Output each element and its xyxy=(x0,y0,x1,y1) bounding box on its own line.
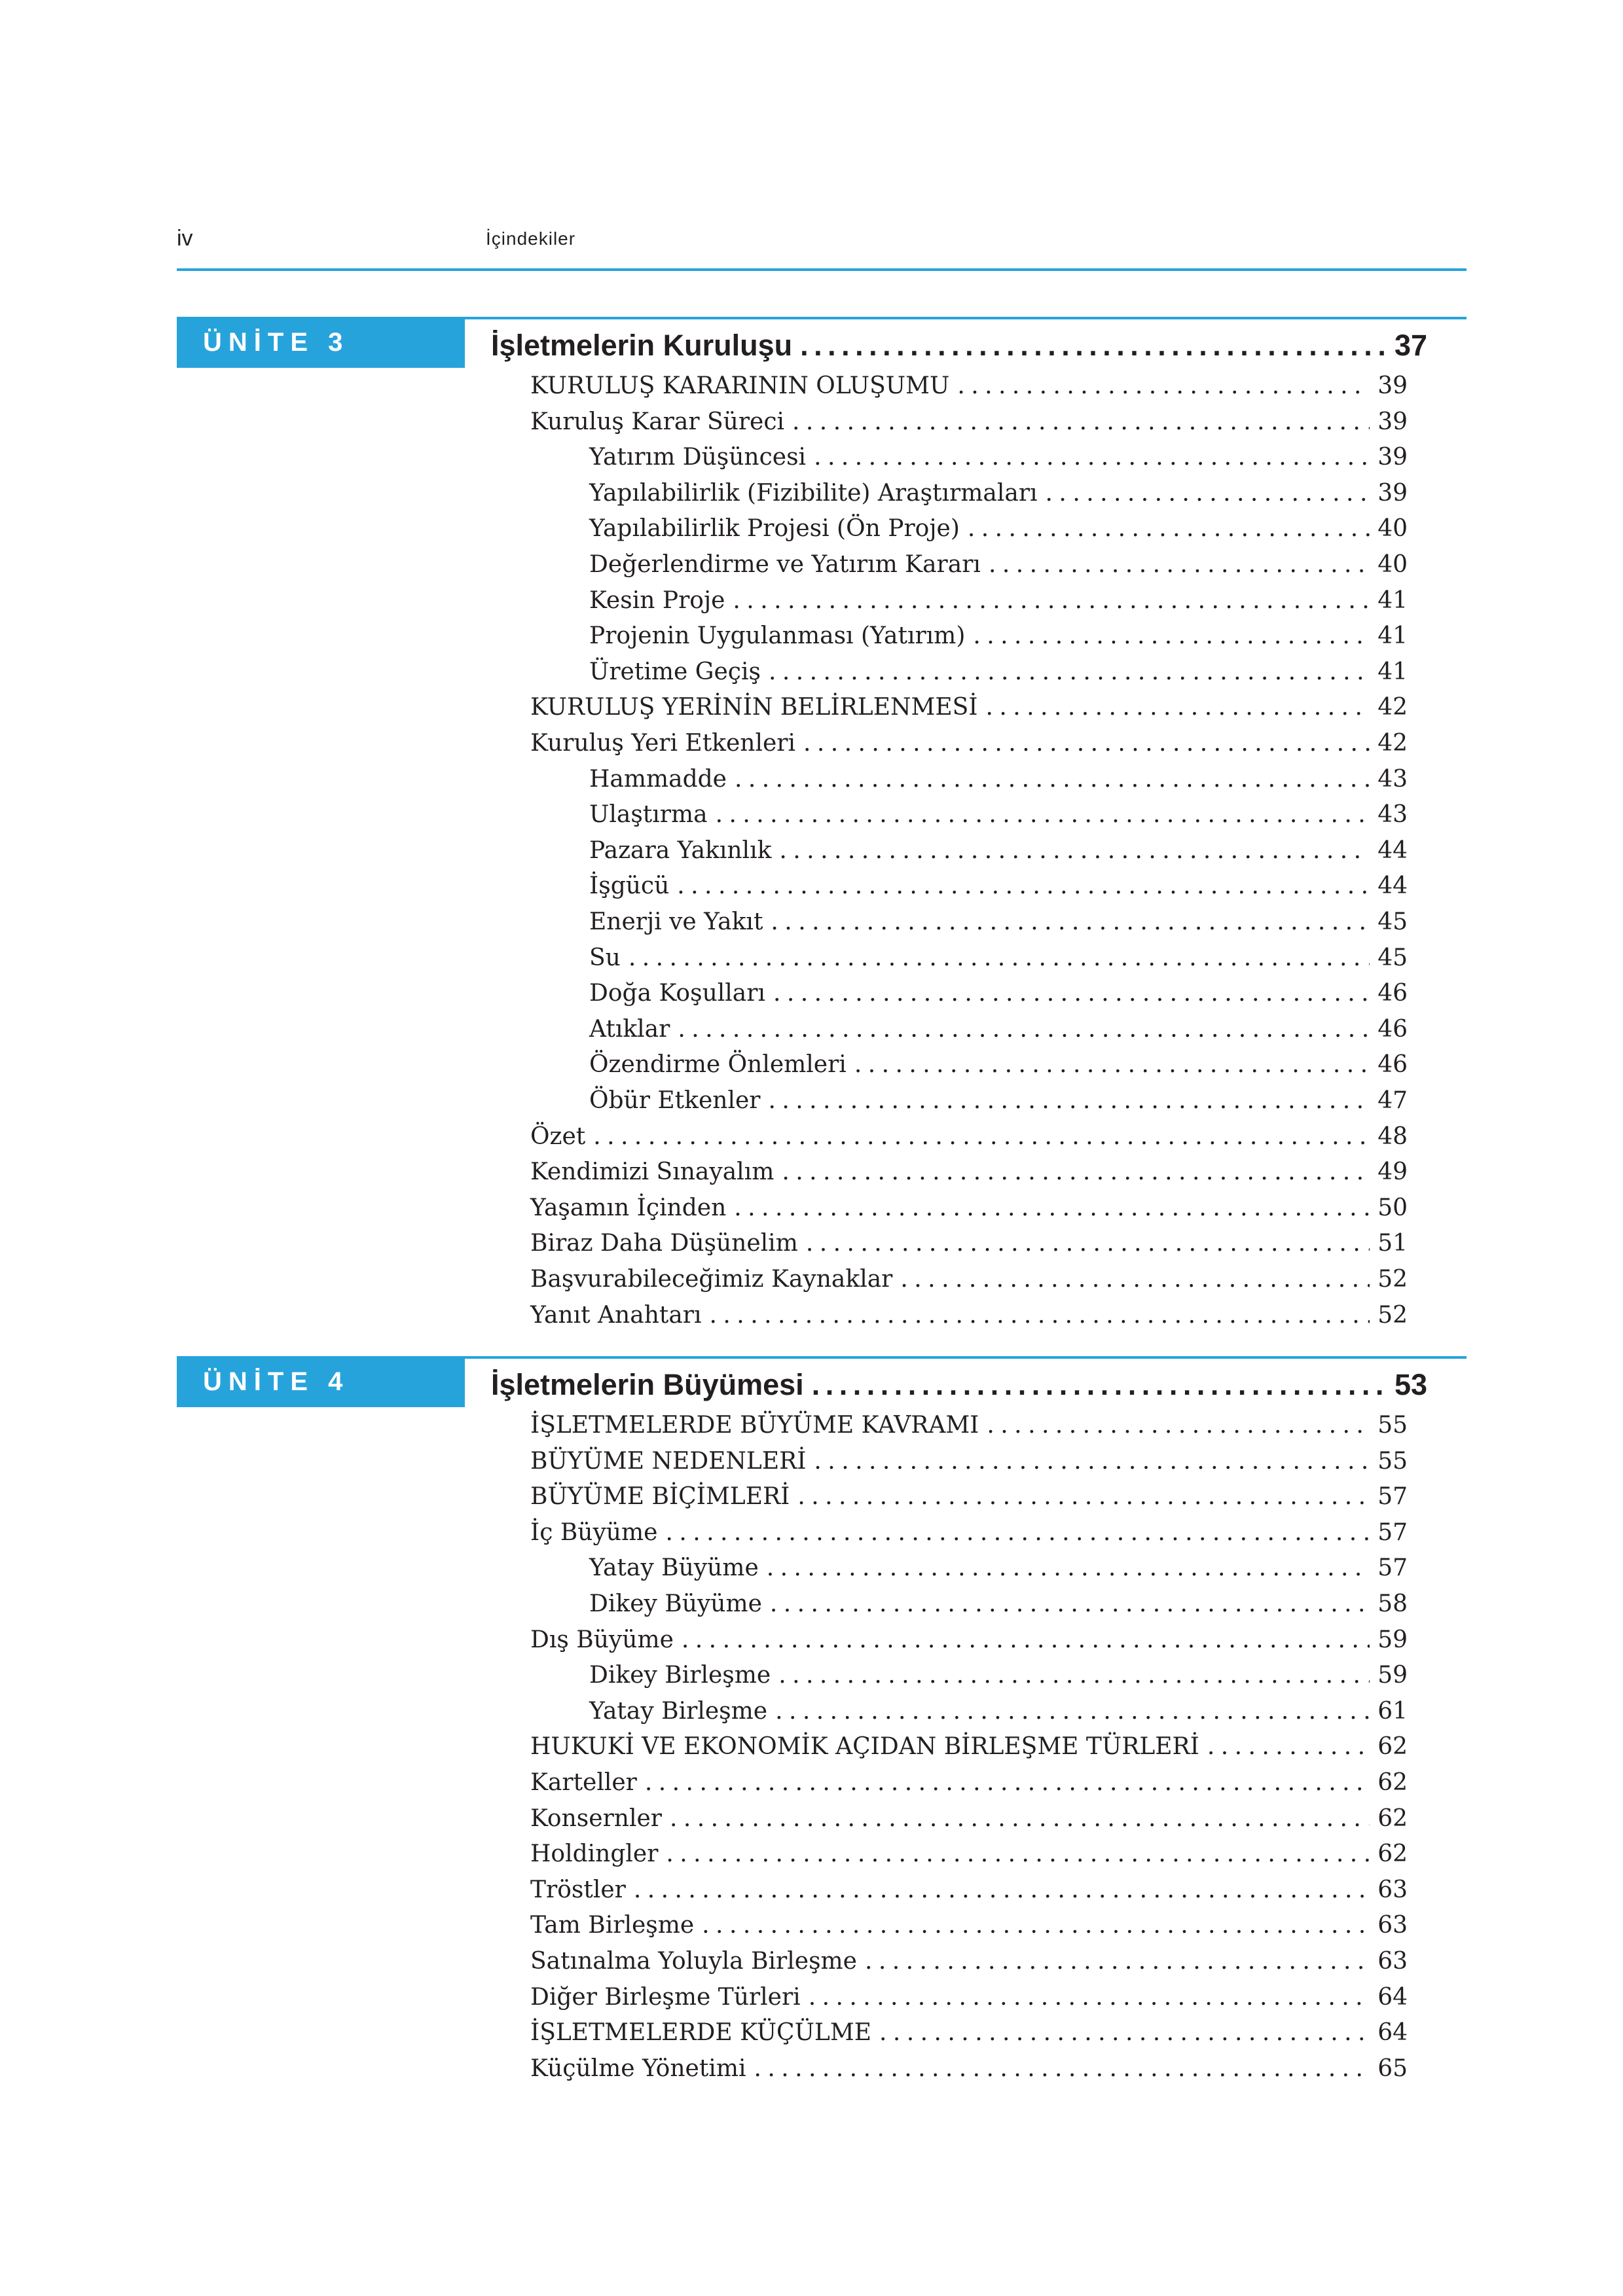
dot-leader xyxy=(629,940,1370,976)
dot-leader xyxy=(678,1011,1370,1047)
dot-leader xyxy=(800,329,1387,363)
toc-entry-title: Enerji ve Yakıt xyxy=(589,908,763,935)
dot-leader xyxy=(987,1407,1370,1443)
toc-entry-title: Doğa Koşulları xyxy=(589,980,765,1007)
toc-entry-title: Holdingler xyxy=(530,1840,659,1868)
toc-entry[interactable] xyxy=(530,1225,1408,1261)
page-number: iv xyxy=(177,226,193,251)
dot-leader xyxy=(767,1550,1370,1586)
toc-entry-page: 61 xyxy=(1377,1697,1408,1725)
dot-leader xyxy=(682,1622,1370,1658)
running-head-title: İçindekiler xyxy=(486,228,576,249)
toc-entry-page: 47 xyxy=(1377,1087,1408,1114)
header-divider xyxy=(177,268,1467,271)
toc-entry-page: 41 xyxy=(1377,586,1408,614)
dot-leader xyxy=(773,975,1370,1011)
dot-leader xyxy=(814,1443,1370,1479)
dot-leader xyxy=(792,404,1370,440)
toc-entry-page: 39 xyxy=(1377,372,1408,399)
toc-entry-title: Üretime Geçiş xyxy=(589,658,761,685)
dot-leader xyxy=(989,547,1370,583)
toc-entry[interactable] xyxy=(530,1515,1408,1551)
toc-entry[interactable] xyxy=(589,439,1408,475)
toc-entry[interactable] xyxy=(530,1407,1408,1443)
dot-leader xyxy=(634,1872,1370,1908)
toc-entry-page: 41 xyxy=(1377,622,1408,650)
toc-entry[interactable] xyxy=(589,833,1408,869)
toc-entry-title: Yanıt Anahtarı xyxy=(530,1301,702,1329)
toc-entry-page: 65 xyxy=(1377,2054,1408,2082)
toc-entry-title: Satınalma Yoluyla Birleşme xyxy=(530,1948,857,1975)
toc-entry-title: Başvurabileceğimiz Kaynaklar xyxy=(530,1266,893,1293)
toc-entry[interactable] xyxy=(530,1872,1408,1908)
dot-leader xyxy=(779,833,1370,869)
toc-entry[interactable] xyxy=(589,868,1408,904)
dot-leader xyxy=(1046,475,1370,511)
toc-entry-page: 49 xyxy=(1377,1158,1408,1186)
toc-entry-title: Dış Büyüme xyxy=(530,1626,674,1653)
toc-entry-title: Yatay Birleşme xyxy=(589,1697,768,1725)
toc-entry-title: HUKUKİ VE EKONOMİK AÇIDAN BİRLEŞME TÜRLERİ xyxy=(530,1733,1199,1761)
toc-entry-title: Dikey Büyüme xyxy=(589,1590,762,1617)
dot-leader xyxy=(865,1943,1370,1979)
toc-entry-title: Kuruluş Karar Süreci xyxy=(530,408,785,435)
toc-entry-title: Pazara Yakınlık xyxy=(589,836,772,864)
toc-entry[interactable] xyxy=(530,1622,1408,1658)
dot-leader xyxy=(806,1225,1370,1261)
toc-entry-page: 64 xyxy=(1377,1983,1408,2011)
toc-entry[interactable] xyxy=(589,1657,1408,1693)
dot-leader xyxy=(771,904,1370,940)
toc-entry-page: 62 xyxy=(1377,1733,1408,1761)
toc-entry-title: Tam Birleşme xyxy=(530,1912,695,1939)
unit-badge: ÜNİTE 3 xyxy=(177,317,465,368)
toc-entry[interactable] xyxy=(530,1729,1408,1765)
toc-entry-page: 44 xyxy=(1377,872,1408,900)
dot-leader xyxy=(593,1119,1370,1155)
toc-entry-title: Konsernler xyxy=(530,1804,662,1832)
toc-entry[interactable] xyxy=(589,475,1408,511)
dot-leader xyxy=(814,439,1370,475)
toc-entry[interactable] xyxy=(530,1907,1408,1943)
toc-entry[interactable] xyxy=(589,583,1408,619)
toc-entry[interactable] xyxy=(530,1190,1408,1226)
toc-entry-title: İŞLETMELERDE BÜYÜME KAVRAMI xyxy=(530,1412,979,1439)
toc-entry-title: Küçülme Yönetimi xyxy=(530,2054,746,2082)
unit-title: İşletmelerin Kuruluşu xyxy=(491,329,793,362)
toc-entry-title: Ulaştırma xyxy=(589,801,708,829)
dot-leader xyxy=(775,1693,1370,1729)
dot-leader xyxy=(770,1586,1370,1622)
toc-entry-page: 57 xyxy=(1377,1518,1408,1546)
dot-leader xyxy=(710,1297,1370,1333)
toc-entry-title: Hammadde xyxy=(589,765,727,793)
toc-entry-title: İşgücü xyxy=(589,872,670,900)
dot-leader xyxy=(879,2015,1370,2051)
toc-entry-title: Su xyxy=(589,944,621,971)
unit-badge: ÜNİTE 4 xyxy=(177,1356,465,1407)
toc-entry[interactable] xyxy=(589,618,1408,654)
dot-leader xyxy=(670,1801,1370,1837)
toc-entry-page: 59 xyxy=(1377,1626,1408,1653)
toc-entry[interactable] xyxy=(589,797,1408,833)
toc-entry[interactable] xyxy=(530,1979,1408,2015)
toc-entry-title: İç Büyüme xyxy=(530,1518,658,1546)
dot-leader xyxy=(778,1657,1370,1693)
toc-entry-page: 41 xyxy=(1377,658,1408,685)
toc-entry-title: KURULUŞ YERİNİN BELİRLENMESİ xyxy=(530,694,978,721)
toc-entry-page: 46 xyxy=(1377,980,1408,1007)
dot-leader xyxy=(803,725,1370,761)
toc-entry-title: Karteller xyxy=(530,1769,637,1796)
toc-entry-title: Dikey Birleşme xyxy=(589,1662,771,1689)
toc-entry-page: 57 xyxy=(1377,1554,1408,1582)
toc-entry-page: 51 xyxy=(1377,1230,1408,1257)
toc-entry[interactable] xyxy=(589,511,1408,547)
toc-entry[interactable] xyxy=(530,1119,1408,1155)
toc-entry-page: 52 xyxy=(1377,1301,1408,1329)
toc-entry[interactable] xyxy=(530,1154,1408,1190)
toc-entry-page: 55 xyxy=(1377,1412,1408,1439)
toc-entry-title: Kesin Proje xyxy=(589,586,725,614)
toc-entry-title: Değerlendirme ve Yatırım Kararı xyxy=(589,551,981,578)
dot-leader xyxy=(809,1979,1370,2015)
toc-entry-page: 45 xyxy=(1377,908,1408,935)
toc-entry[interactable] xyxy=(530,725,1408,761)
unit-title: İşletmelerin Büyümesi xyxy=(491,1368,804,1401)
dot-leader xyxy=(782,1154,1370,1190)
toc-entry-title: Atıklar xyxy=(589,1015,670,1043)
toc-entry[interactable] xyxy=(530,1836,1408,1872)
toc-entry-title: İŞLETMELERDE KÜÇÜLME xyxy=(530,2019,871,2047)
dot-leader xyxy=(769,654,1370,690)
toc-entry-page: 55 xyxy=(1377,1447,1408,1475)
toc-entry-page: 39 xyxy=(1377,408,1408,435)
toc-entry-title: Yatırım Düşüncesi xyxy=(589,444,807,471)
toc-entry[interactable] xyxy=(530,1943,1408,1979)
toc-entry[interactable] xyxy=(530,2051,1408,2087)
dot-leader xyxy=(702,1907,1370,1943)
toc-entry-page: 62 xyxy=(1377,1804,1408,1832)
toc-entry[interactable] xyxy=(589,547,1408,583)
toc-entry-page: 63 xyxy=(1377,1876,1408,1903)
dot-leader xyxy=(735,761,1370,797)
unit-page-number: 37 xyxy=(1394,329,1427,362)
toc-entry-page: 40 xyxy=(1377,551,1408,578)
toc-entry-title: Projenin Uygulanması (Yatırım) xyxy=(589,622,966,650)
dot-leader xyxy=(734,1190,1370,1226)
dot-leader xyxy=(986,689,1370,725)
toc-entry-page: 59 xyxy=(1377,1662,1408,1689)
dot-leader xyxy=(768,1083,1370,1119)
toc-entry-page: 50 xyxy=(1377,1194,1408,1221)
toc-entry[interactable] xyxy=(530,368,1408,404)
toc-entry-title: KURULUŞ KARARININ OLUŞUMU xyxy=(530,372,950,399)
toc-entry-page: 43 xyxy=(1377,801,1408,829)
dot-leader xyxy=(733,583,1370,619)
toc-entry-page: 63 xyxy=(1377,1948,1408,1975)
dot-leader xyxy=(957,368,1370,404)
toc-entry-page: 63 xyxy=(1377,1912,1408,1939)
toc-entry[interactable] xyxy=(589,1083,1408,1119)
toc-entry-title: Kuruluş Yeri Etkenleri xyxy=(530,730,795,757)
dot-leader xyxy=(666,1836,1370,1872)
toc-entry-page: 62 xyxy=(1377,1769,1408,1796)
toc-entry-title: Kendimizi Sınayalım xyxy=(530,1158,775,1186)
toc-entry-page: 57 xyxy=(1377,1483,1408,1511)
toc-entry[interactable] xyxy=(589,1693,1408,1729)
toc-entry-title: Biraz Daha Düşünelim xyxy=(530,1230,798,1257)
toc-entry[interactable] xyxy=(530,1261,1408,1297)
toc-entry[interactable] xyxy=(589,940,1408,976)
toc-entry-title: Diğer Birleşme Türleri xyxy=(530,1983,801,2011)
toc-entry-page: 52 xyxy=(1377,1266,1408,1293)
toc-entry-title: Özet xyxy=(530,1122,586,1150)
toc-entry-page: 58 xyxy=(1377,1590,1408,1617)
toc-entry-title: Özendirme Önlemleri xyxy=(589,1051,847,1079)
toc-entry[interactable] xyxy=(530,1801,1408,1837)
toc-entry-page: 44 xyxy=(1377,836,1408,864)
toc-entry[interactable] xyxy=(589,1550,1408,1586)
running-head xyxy=(177,226,1467,272)
dot-leader xyxy=(645,1765,1370,1801)
dot-leader xyxy=(1207,1729,1370,1765)
toc-entry[interactable] xyxy=(589,654,1408,690)
toc-entry[interactable] xyxy=(530,1297,1408,1333)
toc-entry-title: BÜYÜME NEDENLERİ xyxy=(530,1447,807,1475)
toc-entry[interactable] xyxy=(589,975,1408,1011)
toc-entry-page: 39 xyxy=(1377,444,1408,471)
toc-entry-title: Tröstler xyxy=(530,1876,626,1903)
toc-entry[interactable] xyxy=(530,1765,1408,1801)
toc-entry[interactable] xyxy=(589,904,1408,940)
dot-leader xyxy=(900,1261,1370,1297)
toc-entry-page: 62 xyxy=(1377,1840,1408,1868)
toc-entry[interactable] xyxy=(589,1047,1408,1083)
toc-entry[interactable] xyxy=(589,1011,1408,1047)
toc-entry-page: 46 xyxy=(1377,1051,1408,1079)
dot-leader xyxy=(812,1368,1387,1402)
dot-leader xyxy=(797,1479,1370,1515)
toc-entry-page: 46 xyxy=(1377,1015,1408,1043)
dot-leader xyxy=(973,618,1370,654)
toc-entry-page: 39 xyxy=(1377,479,1408,507)
toc-entry-page: 43 xyxy=(1377,765,1408,793)
unit-divider xyxy=(465,317,1467,319)
unit-page-number: 53 xyxy=(1394,1368,1427,1401)
toc-entry[interactable] xyxy=(530,1479,1408,1515)
toc-entry-title: Yaşamın İçinden xyxy=(530,1194,727,1221)
toc-entry-title: Öbür Etkenler xyxy=(589,1087,761,1114)
toc-entry-page: 40 xyxy=(1377,515,1408,543)
dot-leader xyxy=(716,797,1370,833)
toc-entry[interactable] xyxy=(530,2015,1408,2051)
toc-entry[interactable] xyxy=(530,689,1408,725)
dot-leader xyxy=(665,1515,1370,1551)
dot-leader xyxy=(968,511,1370,547)
dot-leader xyxy=(754,2051,1370,2087)
unit-divider xyxy=(465,1356,1467,1359)
toc-entry[interactable] xyxy=(530,1443,1408,1479)
toc-entry-page: 48 xyxy=(1377,1122,1408,1150)
toc-entry[interactable] xyxy=(589,761,1408,797)
toc-entry[interactable] xyxy=(530,404,1408,440)
toc-entry-page: 45 xyxy=(1377,944,1408,971)
toc-entry-title: Yapılabilirlik (Fizibilite) Araştırmaları xyxy=(589,479,1038,507)
toc-entry-page: 64 xyxy=(1377,2019,1408,2047)
dot-leader xyxy=(854,1047,1370,1083)
toc-entry-page: 42 xyxy=(1377,730,1408,757)
toc-entry-title: BÜYÜME BİÇİMLERİ xyxy=(530,1483,790,1511)
dot-leader xyxy=(677,868,1370,904)
toc-entry-title: Yapılabilirlik Projesi (Ön Proje) xyxy=(589,515,960,543)
toc-entry-title: Yatay Büyüme xyxy=(589,1554,759,1582)
toc-entry[interactable] xyxy=(589,1586,1408,1622)
toc-entry-page: 42 xyxy=(1377,694,1408,721)
